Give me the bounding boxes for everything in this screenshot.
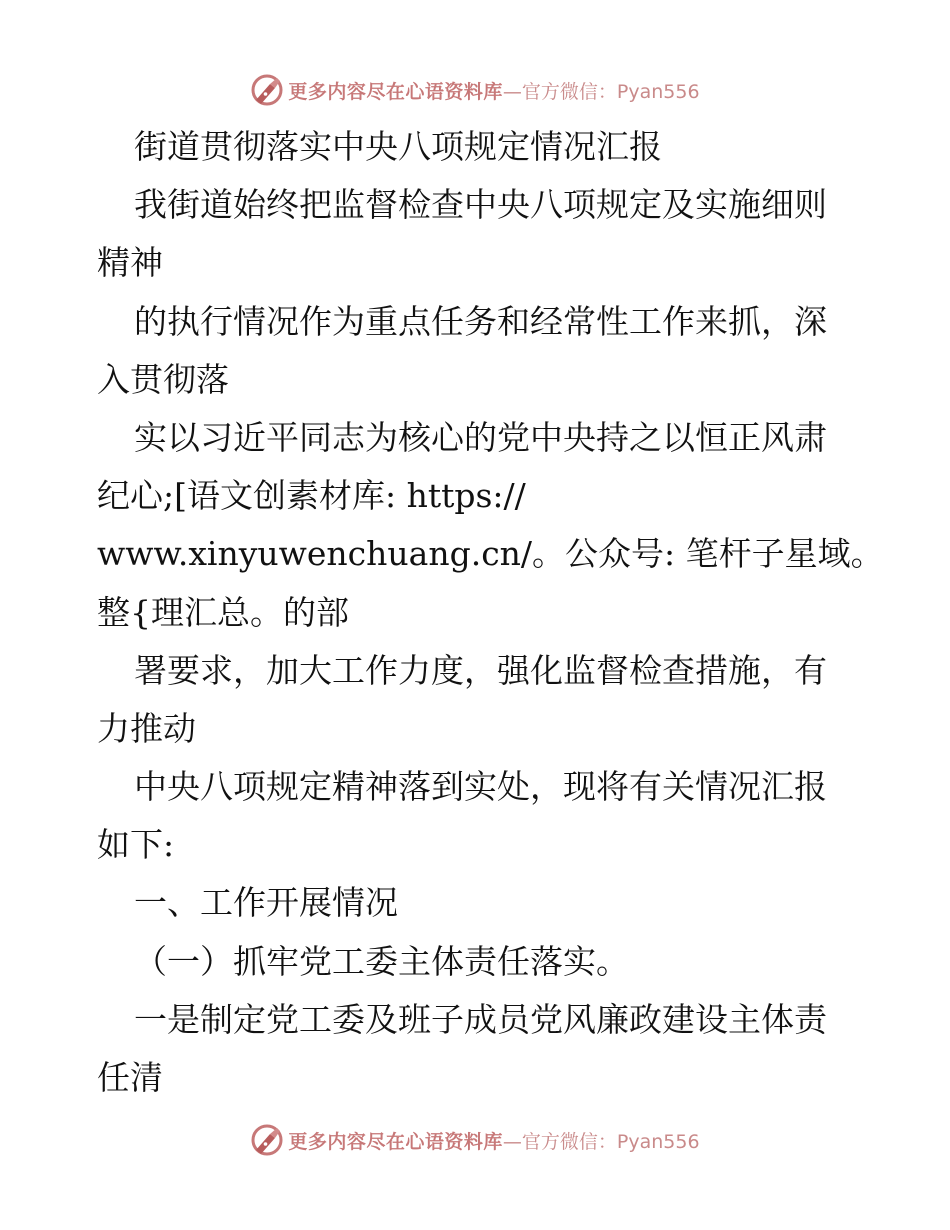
watermark-sub-text: —官方微信：Pyan556 <box>502 80 700 103</box>
text-line: 纪心;[语文创素材库: https:// <box>97 476 526 516</box>
document-title: 街道贯彻落实中央八项规定情况汇报 <box>134 127 662 166</box>
text-line: www.xinyuwenchuang.cn/。公众号: 笔杆子星域。 <box>97 534 884 574</box>
text-line: 一是制定党工委及班子成员党风廉政建设主体责 <box>134 999 827 1039</box>
text-line: 入贯彻落 <box>97 359 229 399</box>
text-line: 中央八项规定精神落到实处，现将有关情况汇报 <box>134 767 827 807</box>
footer-watermark <box>0 1120 950 1160</box>
text-line: 整{理汇总。的部 <box>97 592 349 632</box>
watermark-main-text: 更多内容尽在心语资料库 <box>288 80 503 103</box>
text-line: 实以习近平同志为核心的党中央持之以恒正风肃 <box>134 417 827 457</box>
watermark-main-text: 更多内容尽在心语资料库 <box>288 1130 503 1153</box>
text-line: 任清 <box>97 1058 163 1097</box>
subsection-heading: （一）抓牢党工委主体责任落实。 <box>134 941 629 981</box>
text-line: 精神 <box>97 243 163 283</box>
text-line: 力推动 <box>97 708 196 748</box>
header-watermark <box>0 70 950 110</box>
section-heading: 一、工作开展情况 <box>134 883 398 923</box>
text-line: 我街道始终把监督检查中央八项规定及实施细则 <box>134 185 827 225</box>
pen-nib-circle-icon <box>250 1123 284 1157</box>
pen-nib-circle-icon <box>250 73 284 107</box>
document-body <box>97 118 884 1107</box>
watermark-sub-text: —官方微信：Pyan556 <box>502 1130 700 1153</box>
text-line: 的执行情况作为重点任务和经常性工作来抓，深 <box>134 301 827 341</box>
text-line: 署要求，加大工作力度，强化监督检查措施，有 <box>134 650 827 690</box>
text-line: 如下: <box>97 825 175 865</box>
